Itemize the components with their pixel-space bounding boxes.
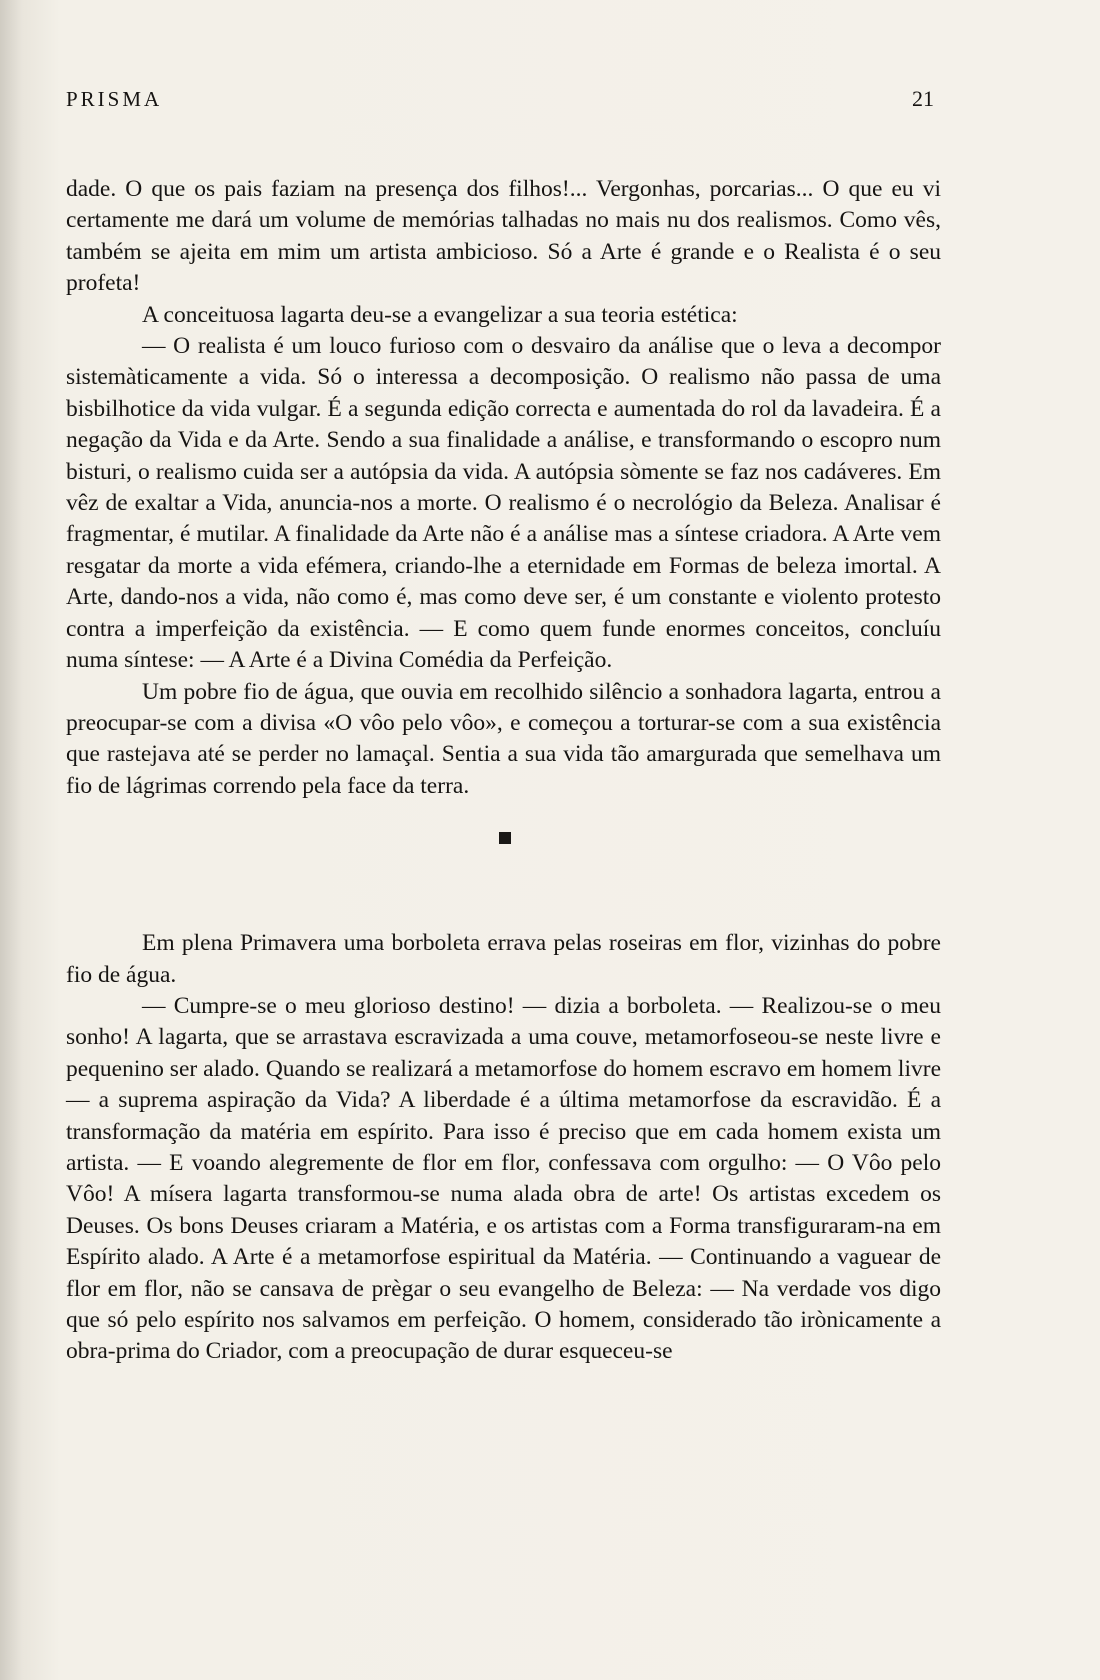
page-number: 21 <box>912 86 934 111</box>
running-head <box>66 86 934 112</box>
paragraph: — O realista é um louco furioso com o desvairo da análise que o leva a decompor sistemàticamente a vida. Só o interessa a decomposição. O realismo não passa de uma bisbilhotice da vida vulgar. É a segunda edição correcta e aumentada do rol da lavadeira. É a negação da Vida e da Arte. Sendo a sua finalidade a análise, e transformando o escopro num bisturi, o realismo cuida ser a autópsia da vida. A autópsia sòmente se faz nos cadáveres. Em vêz de exaltar a Vida, anuncia-nos a morte. O realismo é o necrológio da Beleza. Analisar é fragmentar, é mutilar. A finalidade da Arte não é a análise mas a síntese criadora. A Arte vem resgatar da morte a vida efémera, criando-lhe a eternidade em Formas de beleza imortal. A Arte, dando-nos a vida, não como é, mas como deve ser, é um constante e violento protesto contra a imperfeição da existência. — E como quem funde enormes conceitos, concluíu numa síntese: — A Arte é a Divina Comédia da Perfeição. <box>66 333 941 674</box>
paragraph: — Cumpre-se o meu glorioso destino! — dizia a borboleta. — Realizou-se o meu sonho! A lagarta, que se arrastava escravizada a uma couve, metamorfoseou-se neste livre e pequenino ser alado. Quando se realizará a metamorfose do homem escravo em homem livre — a suprema aspiração da Vida? A liberdade é a última metamorfose da escravidão. É a transformação da matéria em espírito. Para isso é preciso que em cada homem exista um artista. — E voando alegremente de flor em flor, confessava com orgulho: — O Vôo pelo Vôo! A mísera lagarta transformou-se numa alada obra de arte! Os artistas excedem os Deuses. Os bons Deuses criaram a Matéria, e os artistas com a Forma transfiguraram-na em Espírito alado. A Arte é a metamorfose espiritual da Matéria. — Continuando a vaguear de flor em flor, não se cansava de prègar o seu evangelho de Beleza: — Na verdade vos digo que só pelo espírito nos salvamos em perfeição. O homem, considerado tão irònicamente a obra-prima do Criador, com a preocupação de durar esqueceu-se <box>66 992 941 1365</box>
section-separator <box>66 802 941 928</box>
running-title: PRISMA <box>66 87 163 111</box>
paragraph: A conceituosa lagarta deu-se a evangelizar a sua teoria estética: <box>142 301 738 328</box>
paragraph: dade. O que os pais faziam na presença dos filhos!... Vergonhas, porcarias... O que eu vi certamente me dará um volume de memórias talhadas no mais nu dos realismos. Como vês, também se ajeita em mim um artista ambicioso. Só a Arte é grande e o Realista é o seu profeta! <box>66 176 941 297</box>
paragraph: Um pobre fio de água, que ouvia em recolhido silêncio a sonhadora lagarta, entrou a preocupar-se com a divisa «O vôo pelo vôo», e começou a torturar-se com a sua existência que rastejava até se perder no lamaçal. Sentia a sua vida tão amargurada que semelhava um fio de lágrimas correndo pela face da terra. <box>66 678 941 799</box>
square-ornament-icon <box>499 832 511 844</box>
body-text <box>66 174 941 1368</box>
paragraph: Em plena Primavera uma borboleta errava pelas roseiras em flor, vizinhas do pobre fio de água. <box>66 930 941 988</box>
